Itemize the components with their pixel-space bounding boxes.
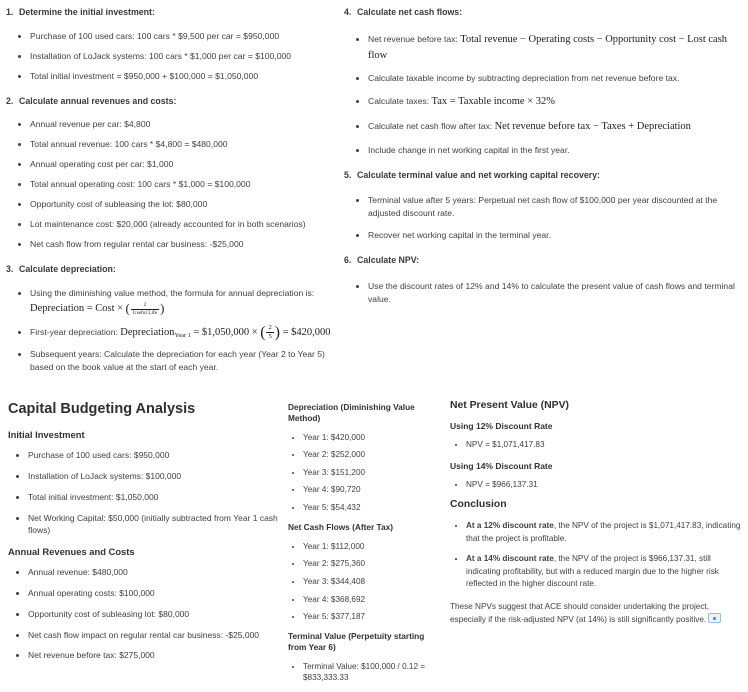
bullet-item	[368, 119, 742, 135]
subheading-12pct-rate: Using 12% Discount Rate	[450, 421, 553, 432]
bullet-item: • Lot maintenance cost: $20,000 (already accounted for in both scenarios)	[30, 218, 340, 231]
step-title: Calculate annual revenues and costs:	[19, 95, 177, 106]
list-item	[466, 553, 742, 591]
bullet-text: First-year depreciation:	[30, 327, 118, 338]
list-item: • Net revenue before tax: $275,000	[28, 649, 278, 661]
step-number: 3.	[6, 263, 14, 274]
step-bullets	[344, 280, 742, 306]
paren-open: (	[260, 324, 266, 342]
bullet-item	[368, 32, 742, 63]
report-title: Capital Budgeting Analysis	[8, 401, 196, 418]
section-heading-net-cash-flows: Net Cash Flows (After Tax)	[288, 522, 393, 533]
step-number: 5.	[344, 169, 352, 180]
closing-text: These NPVs suggest that ACE should consider undertaking the project, especially if the risk-adjusted NPV (at 14%) is still significantly positive.	[450, 602, 709, 625]
math-mid: = $1,050,000 ×	[193, 327, 258, 339]
fraction-denominator: 5	[268, 333, 272, 341]
npv-12pct-list	[450, 439, 742, 452]
list-item: • Year 2: $252,000	[303, 449, 440, 460]
math-base: Depreciation	[120, 327, 175, 339]
list-item: • NPV = $1,071,417.83	[466, 439, 742, 452]
list-item: • Year 3: $344,408	[303, 576, 440, 587]
list-item: • Annual revenue: $480,000	[28, 566, 278, 578]
section-heading-npv: Net Present Value (NPV)	[450, 400, 569, 412]
fraction	[131, 302, 159, 316]
step-bullets	[6, 287, 340, 375]
list-item	[466, 520, 742, 545]
step-heading	[6, 7, 340, 19]
bullet-item	[30, 324, 340, 341]
report-column-investment	[6, 399, 278, 692]
math-subscript: Year 1	[174, 332, 191, 340]
list-item: • Year 5: $377,187	[303, 611, 440, 622]
section-heading-depreciation: Depreciation (Diminishing Value Method)	[288, 402, 415, 423]
list-item: • Total initial investment: $1,050,000	[28, 491, 278, 503]
step-title: Calculate NPV:	[357, 255, 420, 266]
bullet-item: • Installation of LoJack systems: 100 cars * $1,000 per car = $100,000	[30, 50, 340, 63]
section-heading-terminal-value: Terminal Value (Perpetuity starting from Year 6)	[288, 631, 425, 652]
bullet-item: • Annual revenue per car: $4,800	[30, 118, 340, 131]
npv-14pct-list	[450, 479, 742, 492]
depreciation-list	[288, 432, 440, 513]
bullet-text: Calculate taxes:	[368, 96, 430, 107]
closing-paragraph	[450, 600, 742, 626]
paren-close: )	[160, 301, 165, 316]
math-text	[120, 324, 331, 342]
bullet-item: • Subsequent years: Calculate the depreciation for each year (Year 2 to Year 5) based on the book value at the start of each year.	[30, 348, 340, 374]
net-cash-flows-list	[288, 541, 440, 622]
bullet-item: • Include change in net working capital in the first year.	[368, 144, 742, 157]
math-text: Depreciation = Cost ×	[30, 303, 124, 315]
bullet-item: • Use the discount rates of 12% and 14% to calculate the present value of cash flows and terminal value.	[368, 280, 742, 306]
math-end: = $420,000	[282, 327, 331, 339]
list-item: • Year 4: $368,692	[303, 594, 440, 605]
math-text: Tax = Taxable income × 32%	[431, 96, 555, 108]
list-item: • NPV = $966,137.31	[466, 479, 742, 492]
fraction-numerator: 2	[131, 302, 159, 310]
step-6	[344, 255, 742, 306]
math-text: Total revenue − Operating costs − Opportunity cost − Lost cash flow	[368, 33, 728, 61]
list-item: • Year 1: $420,000	[303, 432, 440, 443]
conclusion-list	[450, 520, 742, 591]
bullet-item: • Total initial investment = $950,000 + $100,000 = $1,050,000	[30, 70, 340, 83]
paren-open: (	[125, 301, 130, 316]
steps-column-left	[6, 7, 340, 387]
step-title: Calculate net cash flows:	[357, 7, 463, 17]
bullet-text: Net revenue before tax:	[368, 33, 458, 44]
bullet-item	[368, 94, 742, 110]
list-item: • Year 1: $112,000	[303, 541, 440, 552]
step-heading	[6, 96, 340, 108]
list-item: • Year 3: $151,200	[303, 467, 440, 478]
step-bullets	[344, 194, 742, 242]
list-item: • Installation of LoJack systems: $100,000	[28, 470, 278, 482]
step-number: 2.	[6, 95, 14, 106]
initial-investment-list	[6, 449, 278, 536]
bullet-item: • Recover net working capital in the terminal year.	[368, 229, 742, 242]
bullet-item: • Purchase of 100 used cars: 100 cars * $9,500 per car = $950,000	[30, 30, 340, 43]
conclusion-rest: , the NPV of the project is $966,137.31, still indicating profitability, but with a reduced margin due to the higher risk reflected in the higher discount rate.	[466, 553, 719, 589]
bullet-item	[30, 287, 340, 318]
step-number: 4.	[344, 7, 352, 17]
list-item: • Net Working Capital: $50,000 (initially subtracted from Year 1 cash flows)	[28, 512, 278, 537]
fraction-numerator: 2	[266, 324, 273, 333]
bullet-item: • Total annual revenue: 100 cars * $4,800 = $480,000	[30, 138, 340, 151]
conclusion-lead: At a 14% discount rate	[466, 553, 554, 563]
section-heading-annual-revenues: Annual Revenues and Costs	[8, 546, 135, 558]
fraction	[266, 324, 273, 341]
step-bullets	[344, 32, 742, 157]
step-heading	[6, 264, 340, 276]
step-3	[6, 264, 340, 375]
subheading-14pct-rate: Using 14% Discount Rate	[450, 460, 553, 471]
depreciation-formula	[30, 301, 340, 317]
steps-section	[6, 7, 742, 387]
list-item: • Terminal Value: $100,000 / 0.12 = $833,333.33	[303, 661, 440, 683]
section-heading-conclusion: Conclusion	[450, 499, 507, 511]
list-item: • Year 4: $90,720	[303, 484, 440, 495]
bullet-item: • Net cash flow from regular rental car business: -$25,000	[30, 238, 340, 251]
step-bullets	[6, 30, 340, 83]
step-heading	[344, 7, 742, 19]
step-1	[6, 7, 340, 83]
step-bullets	[6, 118, 340, 250]
step-2	[6, 96, 340, 251]
step-title: Determine the initial investment:	[19, 7, 155, 17]
step-4	[344, 7, 742, 157]
step-5	[344, 170, 742, 243]
step-title: Calculate terminal value and net working capital recovery:	[357, 169, 600, 180]
bullet-item: • Opportunity cost of subleasing the lot: $80,000	[30, 198, 340, 211]
bullet-item: • Total annual operating cost: 100 cars * $1,000 = $100,000	[30, 178, 340, 191]
bullet-text: Calculate net cash flow after tax:	[368, 120, 493, 131]
bullet-item: • Terminal value after 5 years: Perpetual net cash flow of $100,000 per year discounted at the adjusted discount rate.	[368, 194, 742, 220]
list-item: • Net cash flow impact on regular rental car business: -$25,000	[28, 629, 278, 641]
citation-link[interactable]	[708, 613, 721, 623]
bullet-item: • Annual operating cost per car: $1,000	[30, 158, 340, 171]
step-number: 6.	[344, 255, 352, 266]
conclusion-rest: , the NPV of the project is $1,071,417.83, indicating that the project is profitable.	[466, 521, 741, 543]
list-item: • Year 2: $275,360	[303, 558, 440, 569]
section-heading-initial-investment: Initial Investment	[8, 429, 85, 441]
report-column-cashflows	[288, 399, 440, 692]
list-item: • Purchase of 100 used cars: $950,000	[28, 449, 278, 461]
math-text: Net revenue before tax − Taxes + Depreciation	[494, 120, 691, 132]
list-item: • Annual operating costs: $100,000	[28, 587, 278, 599]
terminal-value-list	[288, 661, 440, 683]
fraction-denominator: Useful Life	[132, 309, 158, 316]
report-column-npv	[450, 399, 742, 692]
bullet-item: • Calculate taxable income by subtracting depreciation from net revenue before tax.	[368, 72, 742, 85]
step-title: Calculate depreciation:	[19, 263, 116, 274]
step-heading	[344, 170, 742, 182]
list-item: • Year 5: $54,432	[303, 502, 440, 513]
step-number: 1.	[6, 7, 14, 17]
report-section	[6, 399, 742, 692]
conclusion-lead: At a 12% discount rate	[466, 521, 554, 531]
step-heading	[344, 255, 742, 267]
steps-column-right	[340, 7, 742, 319]
paren-close: )	[274, 324, 280, 342]
list-item: • Opportunity cost of subleasing lot: $80,000	[28, 608, 278, 620]
annual-revenues-list	[6, 566, 278, 662]
bullet-text: Using the diminishing value method, the formula for annual depreciation is:	[30, 287, 315, 298]
